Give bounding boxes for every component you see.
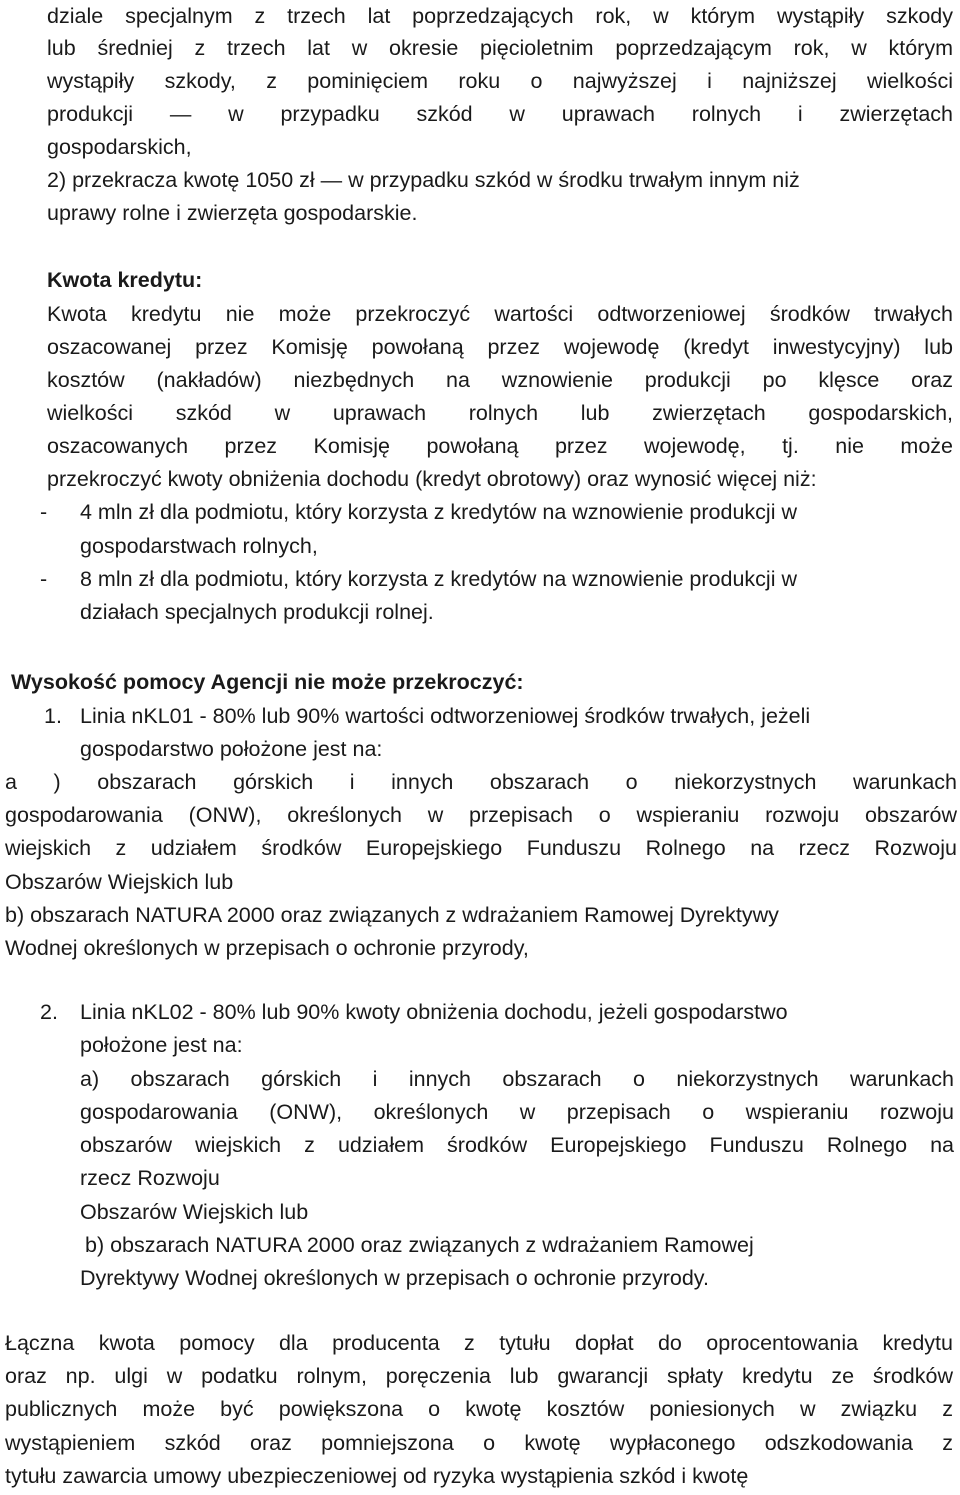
intro-line: uprawy rolne i zwierzęta gospodarskie. — [47, 201, 418, 225]
paragraph-line: wystąpieniem szkód oraz pomniejszona o kwotę wypłaconego odszkodowania z — [5, 1431, 953, 1455]
item-line: gospodarstwo położone jest na: — [80, 737, 383, 761]
paragraph-line: oszacowanej przez Komisję powołaną przez wojewodę (kredyt inwestycyjny) lub — [47, 335, 953, 359]
sub-line: gospodarowania (ONW), określonych w przepisach o wspieraniu rozwoju obszarów — [5, 803, 957, 827]
item-line: obszarów wiejskich z udziałem środków Europejskiego Funduszu Rolnego na — [80, 1133, 954, 1157]
item-line: b) obszarach NATURA 2000 oraz związanych z wdrażaniem Ramowej — [85, 1233, 754, 1257]
item-line: Linia nKL01 - 80% lub 90% wartości odtworzeniowej środków trwałych, jeżeli — [80, 704, 811, 728]
intro-line: gospodarskich, — [47, 135, 192, 159]
bullet-line: 4 mln zł dla podmiotu, który korzysta z kredytów na wznowienie produkcji w — [80, 500, 797, 524]
sub-line: a ) obszarach górskich i innych obszarach o niekorzystnych warunkach — [5, 770, 957, 794]
paragraph-line: oszacowanych przez Komisję powołaną przez wojewodę, tj. nie może — [47, 434, 953, 458]
item-line: a) obszarach górskich i innych obszarach o niekorzystnych warunkach — [80, 1067, 954, 1091]
item-line: Dyrektywy Wodnej określonych w przepisach o ochronie przyrody. — [80, 1266, 709, 1290]
bullet-line: 8 mln zł dla podmiotu, który korzysta z kredytów na wznowienie produkcji w — [80, 567, 797, 591]
paragraph-line: Łączna kwota pomocy dla producenta z tytułu dopłat do oprocentowania kredytu — [5, 1331, 953, 1355]
bullet-line: działach specjalnych produkcji rolnej. — [80, 600, 434, 624]
paragraph-line: kosztów (nakładów) niezbędnych na wznowienie produkcji po klęsce oraz — [47, 368, 953, 392]
intro-line: wystąpiły szkody, z pominięciem roku o najwyższej i najniższej wielkości — [47, 69, 953, 93]
intro-line: dziale specjalnym z trzech lat poprzedzających rok, w którym wystąpiły szkody — [47, 4, 953, 28]
item-number: 2. — [40, 1000, 58, 1024]
paragraph-line: tytułu zawarcia umowy ubezpieczeniowej od ryzyka wystąpienia szkód i kwotę — [5, 1464, 749, 1488]
intro-line: 2) przekracza kwotę 1050 zł — w przypadku szkód w środku trwałym innym niż — [47, 168, 800, 192]
paragraph-line: publicznych może być powiększona o kwotę kosztów poniesionych w związku z — [5, 1397, 953, 1421]
item-line: Obszarów Wiejskich lub — [80, 1200, 309, 1224]
intro-line: lub średniej z trzech lat w okresie pięcioletnim poprzedzającym rok, w którym — [47, 36, 953, 60]
paragraph-line: Kwota kredytu nie może przekroczyć wartości odtworzeniowej środków trwałych — [47, 302, 953, 326]
sub-line: Obszarów Wiejskich lub — [5, 870, 234, 894]
item-line: gospodarowania (ONW), określonych w przepisach o wspieraniu rozwoju — [80, 1100, 954, 1124]
paragraph-line: wielkości szkód w uprawach rolnych lub zwierzętach gospodarskich, — [47, 401, 953, 425]
intro-line: produkcji — w przypadku szkód w uprawach rolnych i zwierzętach — [47, 102, 953, 126]
bullet-marker: - — [40, 567, 48, 591]
item-number: 1. — [44, 704, 62, 728]
paragraph-line: oraz np. ulgi w podatku rolnym, poręczenia lub gwarancji spłaty kredytu ze środków — [5, 1364, 953, 1388]
item-line: Linia nKL02 - 80% lub 90% kwoty obniżenia dochodu, jeżeli gospodarstwo — [80, 1000, 788, 1024]
sub-line: wiejskich z udziałem środków Europejskiego Funduszu Rolnego na rzecz Rozwoju — [5, 836, 957, 860]
paragraph-line: przekroczyć kwoty obniżenia dochodu (kredyt obrotowy) oraz wynosić więcej niż: — [47, 467, 817, 491]
bullet-line: gospodarstwach rolnych, — [80, 534, 318, 558]
item-line: położone jest na: — [80, 1033, 243, 1057]
bullet-marker: - — [40, 500, 48, 524]
sub-line: b) obszarach NATURA 2000 oraz związanych z wdrażaniem Ramowej Dyrektywy — [5, 903, 779, 927]
section-heading: Wysokość pomocy Agencji nie może przekroczyć: — [11, 670, 524, 694]
section-heading: Kwota kredytu: — [47, 268, 203, 292]
sub-line: Wodnej określonych w przepisach o ochronie przyrody, — [5, 936, 529, 960]
item-line: rzecz Rozwoju — [80, 1166, 220, 1190]
